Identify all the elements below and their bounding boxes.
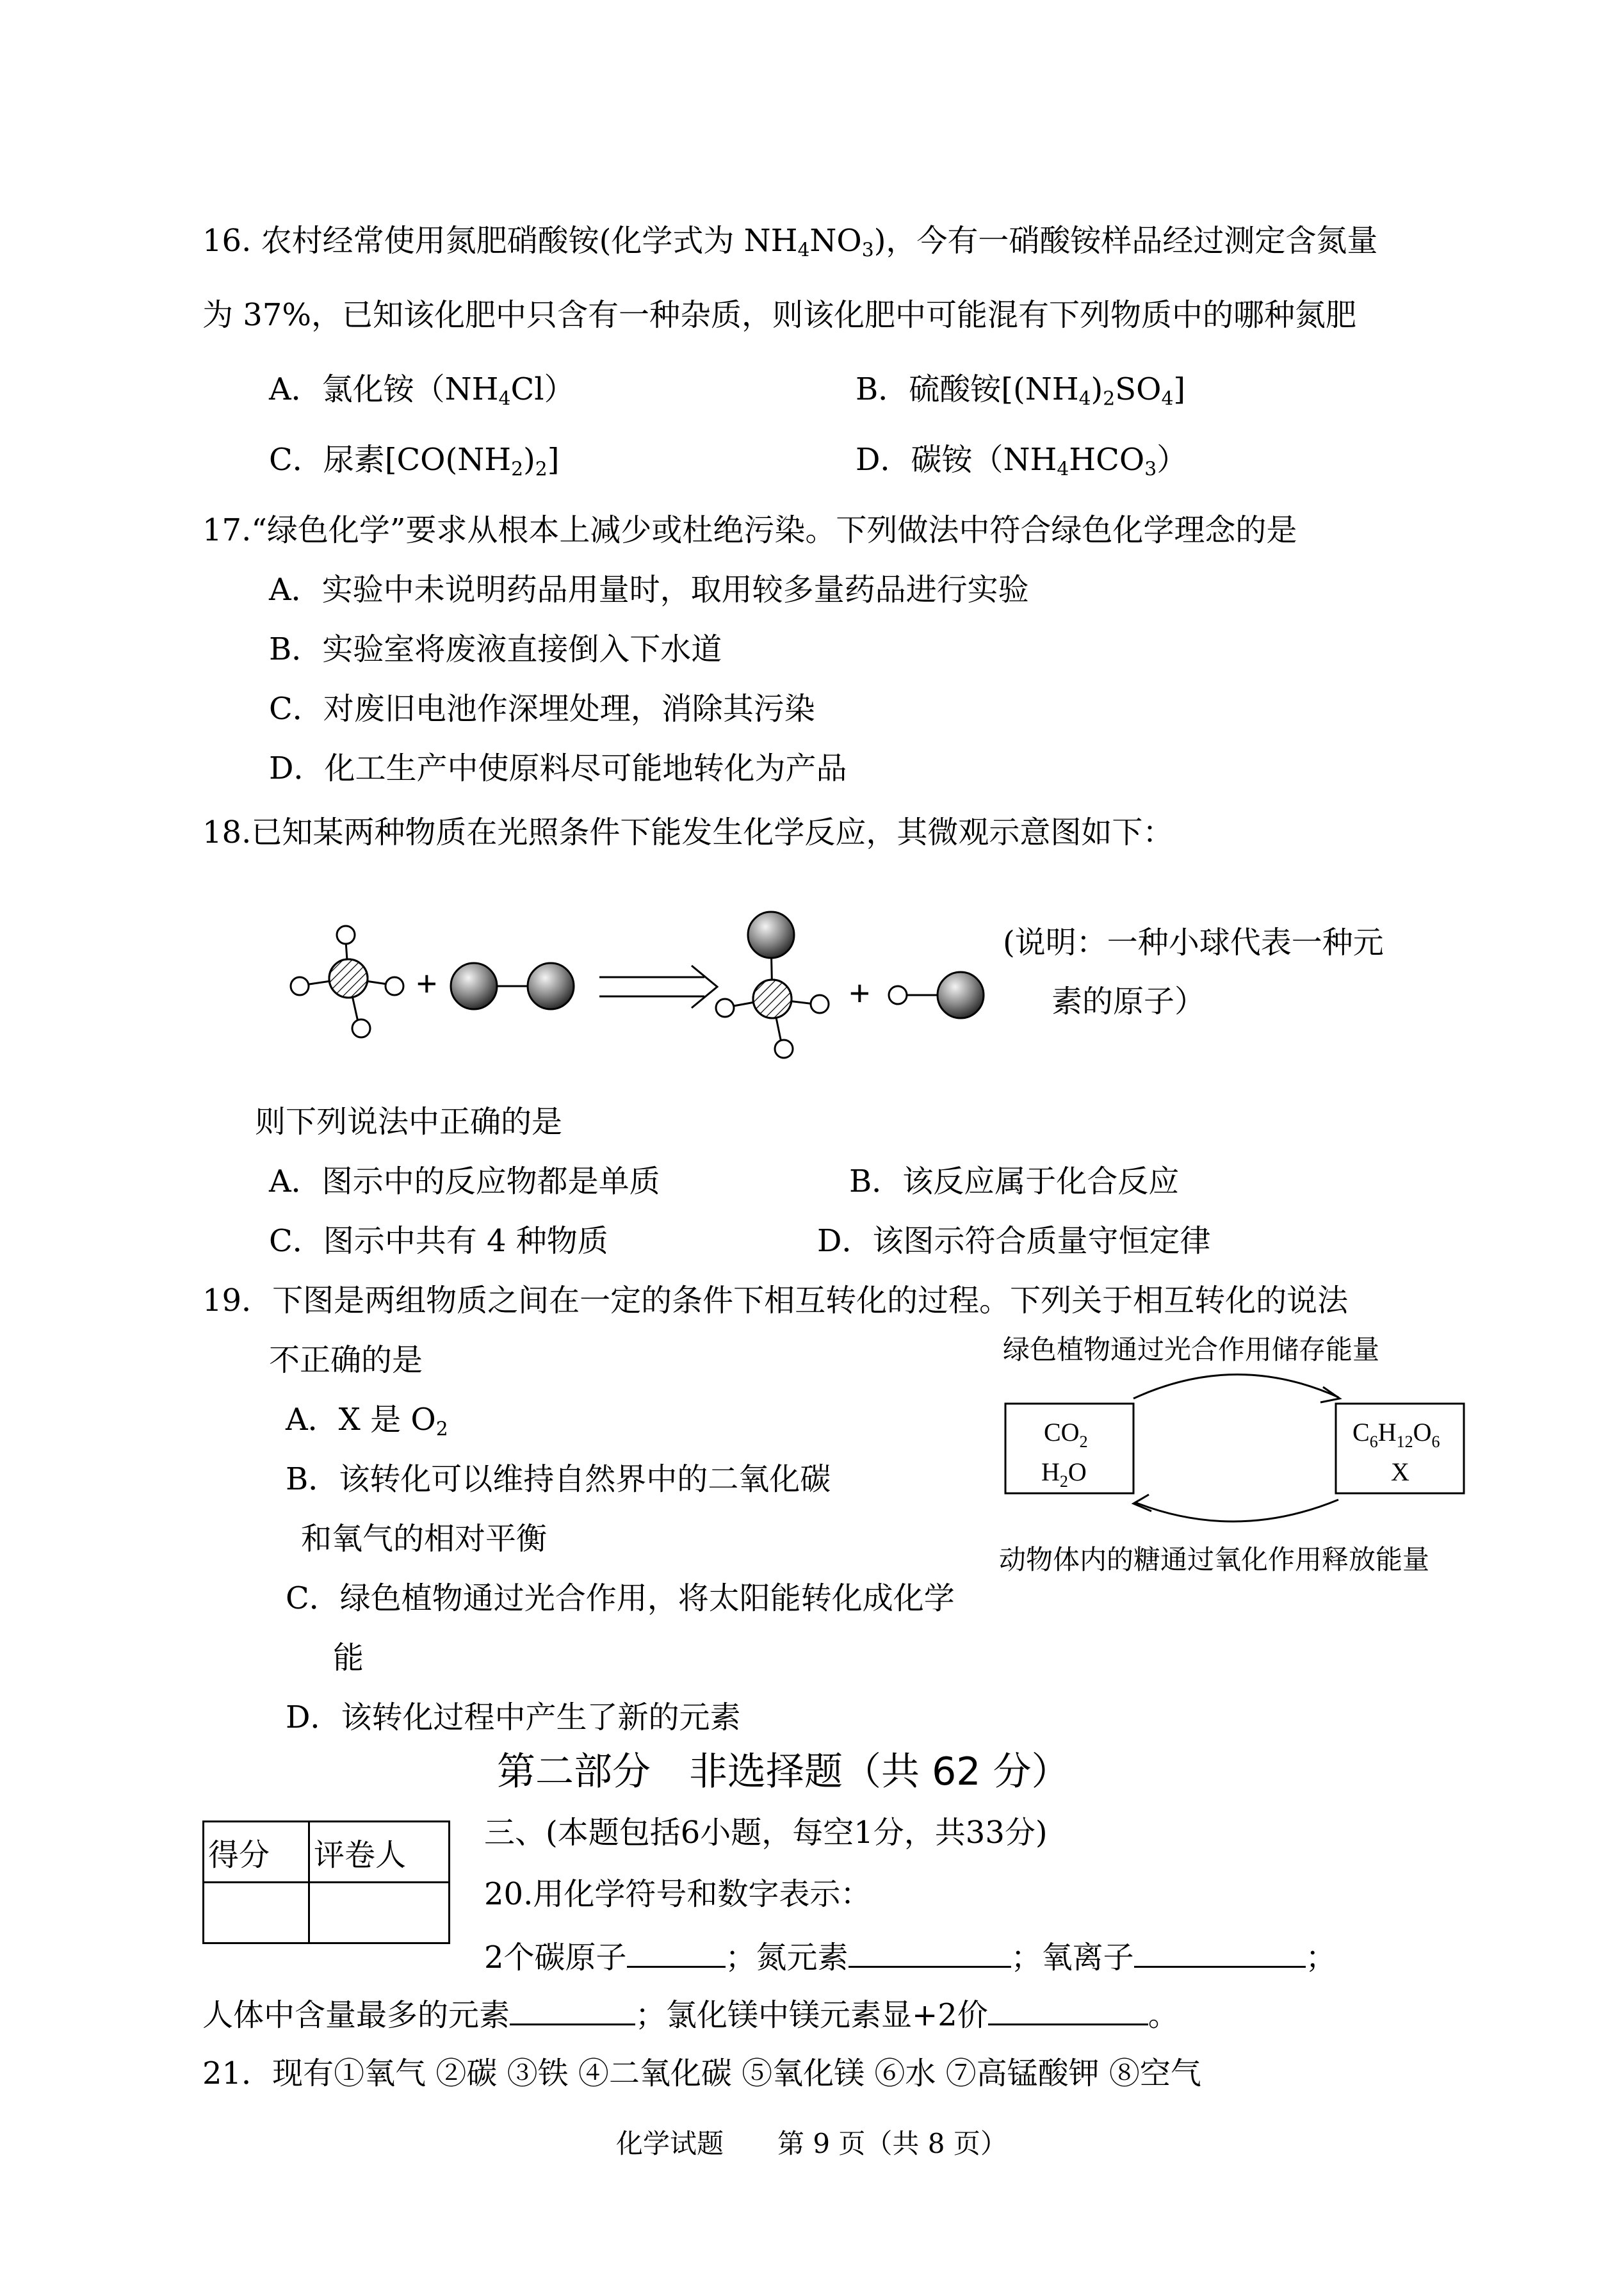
q20-line1-end: ； [1305,1940,1336,1975]
q16-text-a: 16. 农村经常使用氮肥硝酸铵(化学式为 NH [202,223,798,259]
q16-c-post: ] [547,442,560,478]
q16-b-mid2: SO [1115,371,1162,407]
product-molecule-1 [716,912,829,1058]
q20-blank-nitrogen[interactable] [849,1938,1011,1968]
score-header: 得分 [204,1822,309,1883]
q16-d-sub2: 3 [1144,458,1157,481]
q19-option-a [286,1402,448,1441]
product-molecule-2 [889,972,984,1018]
q16-b-post: ] [1173,371,1186,407]
q19-option-d: D．该转化过程中产生了新的元素 [286,1699,741,1735]
q16-text-b: NO [809,223,862,259]
q19-stem-line2: 不正确的是 [269,1342,423,1378]
q16-b-sub3: 4 [1161,387,1174,410]
q16-option-b [856,371,1186,410]
q20-blank-most-element[interactable] [510,1995,635,2025]
q20-nitrogen-label: ；氮元素 [725,1940,849,1975]
q16-c-sub1: 2 [511,458,524,481]
q20-line2-end: 。 [1148,1997,1179,2033]
plus-sign-1: + [416,963,437,1003]
q16-b-sub1: 4 [1078,387,1091,410]
plus-sign-2: + [849,973,870,1013]
q18-option-d: D．该图示符合质量守恒定律 [817,1223,1211,1259]
left-box-line1: $CO_2$ [1044,1418,1088,1451]
score-table [202,1821,450,1944]
section3-heading: 三、(本题包括6小题，每空1分，共33分) [484,1815,1048,1851]
q19-option-b-line2: 和氧气的相对平衡 [301,1521,548,1557]
q16-d-sub1: 4 [1057,458,1069,481]
q16-text-c: )，今有一硝酸铵样品经过测定含氮量 [873,223,1378,259]
q16-option-c [269,442,560,481]
q20-most-element-label: 人体中含量最多的元素 [202,1997,510,2033]
q16-stem-line2: 为 37%，已知该化肥中只含有一种杂质，则该化肥中可能混有下列物质中的哪种氮肥 [202,297,1356,333]
q19-top-label: 绿色植物通过光合作用储存能量 [1003,1334,1380,1365]
q16-stem-line1 [202,223,1378,262]
q20-blank-oxygen-ion[interactable] [1134,1938,1306,1968]
q19-a-sub: 2 [435,1418,448,1441]
reaction-arrow [599,966,717,1008]
q16-c-sub2: 2 [535,458,548,481]
q18-stem: 18.已知某两种物质在光照条件下能发生化学反应，其微观示意图如下： [202,815,1174,850]
q17-option-b: B．实验室将废液直接倒入下水道 [269,631,722,667]
q19-a-pre: A．X 是 O [286,1402,436,1438]
q20-blank-mg-valence[interactable] [988,1995,1148,2025]
q19-option-c-line2: 能 [333,1640,364,1676]
q16-d-post: ） [1157,442,1188,478]
q17-option-a: A．实验中未说明药品用量时，取用较多量药品进行实验 [269,572,1029,608]
q16-option-d [856,442,1188,481]
left-box-line2: $H_2O$ [1041,1457,1087,1491]
q20-blank-carbon-atoms[interactable] [627,1938,726,1968]
q16-a-pre: A．氯化铵（NH [269,371,499,407]
q18-reaction-diagram [282,903,1422,1101]
q16-c-pre: C．尿素[CO(NH [269,442,512,478]
q16-a-post: Cl） [510,371,575,407]
q18-option-c: C．图示中共有 4 种物质 [269,1223,608,1259]
score-cell[interactable] [204,1883,309,1943]
q18-option-b: B．该反应属于化合反应 [849,1164,1180,1199]
q19-option-c-line1: C．绿色植物通过光合作用，将太阳能转化成化学 [286,1580,955,1616]
q19-option-b-line1: B．该转化可以维持自然界中的二氧化碳 [286,1461,831,1497]
q16-b-mid: ) [1091,371,1103,407]
right-box-line2: X [1391,1457,1409,1486]
q20-line2 [202,1995,1179,2033]
q18-option-a: A．图示中的反应物都是单质 [269,1164,660,1199]
q19-stem-line1: 19．下图是两组物质之间在一定的条件下相互转化的过程。下列关于相互转化的说法 [202,1283,1349,1318]
q18-note-line2: 素的原子） [1052,984,1206,1019]
reactant-molecule-2 [451,963,574,1009]
q18-note-line1: (说明：一种小球代表一种元 [1003,925,1384,961]
top-arrow [1133,1374,1340,1402]
q16-d-pre: D．碳铵（NH [856,442,1057,478]
part2-title: 第二部分 非选择题（共 62 分） [497,1749,1070,1794]
q16-a-sub: 4 [498,387,511,410]
q18-lead: 则下列说法中正确的是 [255,1104,563,1140]
right-box-line1: $C_6H_{12}O_6$ [1352,1418,1440,1451]
bottom-arrow [1133,1495,1338,1521]
q20-stem: 20.用化学符号和数字表示： [484,1876,872,1912]
q20-carbon-atoms-label: 2个碳原子 [484,1940,627,1975]
q20-line1 [484,1938,1336,1975]
q21-stem: 21．现有①氧气 ②碳 ③铁 ④二氧化碳 ⑤氧化镁 ⑥水 ⑦高锰酸钾 ⑧空气 [202,2056,1201,2091]
reactant-molecule-1 [291,926,403,1037]
q16-sub-b: 3 [861,239,874,262]
q19-cycle-diagram [999,1326,1473,1575]
q16-b-sub2: 2 [1103,387,1116,410]
q17-stem: 17.“绿色化学”要求从根本上减少或杜绝污染。下列做法中符合绿色化学理念的是 [202,512,1297,548]
q16-c-mid: ) [523,442,535,478]
q16-sub-a: 4 [797,239,810,262]
q17-option-c: C．对废旧电池作深埋处理，消除其污染 [269,691,815,727]
q16-b-pre: B．硫酸铵[(NH [856,371,1079,407]
q20-mg-valence-label: ；氯化镁中镁元素显+2价 [635,1997,988,2033]
q16-option-a [269,371,575,410]
q19-bottom-label: 动物体内的糖通过氧化作用释放能量 [999,1544,1430,1575]
q20-oxygen-ion-label: ；氧离子 [1011,1940,1134,1975]
page-footer: 化学试题 第 9 页（共 8 页） [616,2128,1007,2159]
q17-option-d: D．化工生产中使原料尽可能地转化为产品 [269,750,847,786]
grader-cell[interactable] [309,1883,450,1943]
q16-d-mid: HCO [1069,442,1145,478]
grader-header: 评卷人 [309,1822,450,1883]
